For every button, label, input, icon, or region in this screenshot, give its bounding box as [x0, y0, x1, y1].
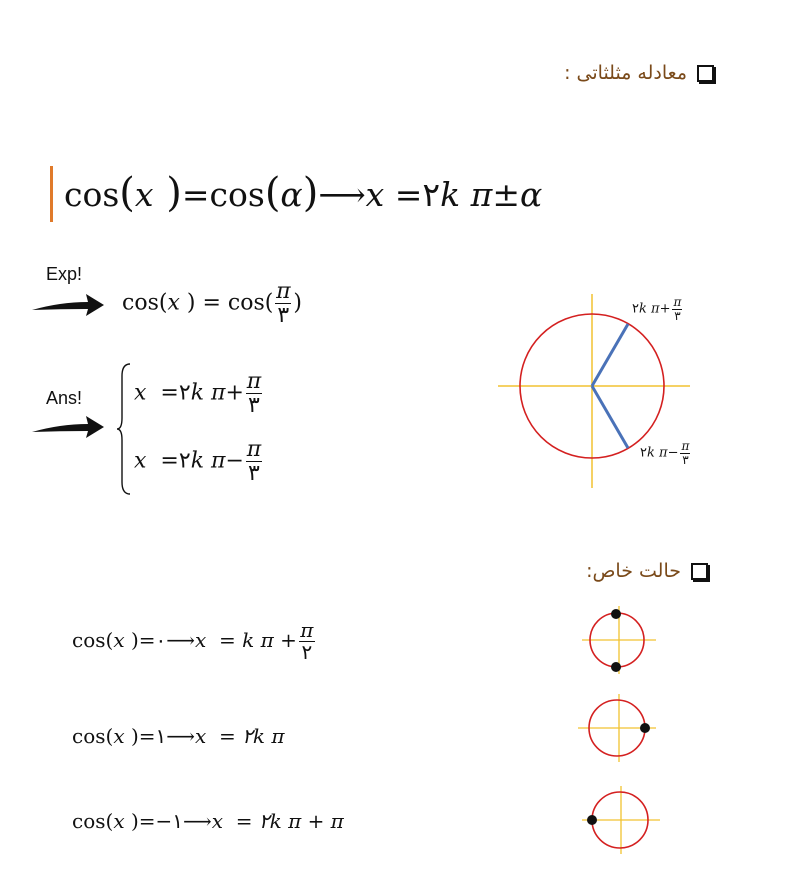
point-left: [587, 815, 597, 825]
main-equation: cos(x )=cos(α)⟶ x =۲k π±α: [64, 170, 543, 216]
fraction: $\frac{\pi}{۲}$: [300, 618, 314, 664]
answer-line-1: x =۲k π+ $\frac{\pi}{۳}$: [134, 369, 262, 419]
point-top: [611, 609, 621, 619]
ray-upper: [592, 324, 628, 386]
plus-minus: ±: [492, 175, 521, 214]
point-right: [640, 723, 650, 733]
circle-label-upper: ۲k π+ $\frac{\pi}{۳}$: [632, 295, 682, 323]
fraction: $\frac{\pi}{۳}$: [276, 279, 291, 329]
special-case-3: cos(x )=−۱⟶x = ۲k π + π: [72, 809, 344, 833]
cos-fn: cos: [64, 175, 120, 214]
equals: =: [394, 175, 423, 214]
curved-arrow-icon: [30, 414, 106, 440]
section-heading-trig-equation: [564, 62, 714, 84]
small-circle-cos-zero: [580, 604, 658, 676]
special-case-1: cos(x )=۰⟶x = k π + $\frac{\pi}{۲}$: [72, 618, 314, 664]
pi: π: [470, 175, 493, 214]
checkbox-icon: [691, 563, 708, 580]
var-x: x: [167, 290, 180, 316]
heading-text: حالت خاص:: [586, 560, 681, 582]
example-label: Exp!: [46, 264, 83, 284]
special-case-2: cos(x )=۱⟶x = ۲k π: [72, 724, 285, 748]
var-x: x: [365, 175, 385, 214]
small-circle-cos-minus-one: [580, 784, 662, 856]
checkbox-icon: [697, 65, 714, 82]
curved-arrow-icon: [30, 292, 106, 318]
cos-fn: cos: [122, 290, 159, 316]
alpha: α: [280, 175, 303, 214]
answer-label: Ans!: [46, 388, 83, 408]
answer-line-2: x =۲k π− $\frac{\pi}{۳}$: [134, 437, 262, 487]
long-arrow: ⟶: [166, 628, 195, 652]
equals: =: [202, 290, 221, 316]
digit-two: ۲: [422, 175, 441, 214]
section-heading-special-cases: [586, 560, 708, 582]
cos-fn: cos: [209, 175, 265, 214]
left-brace: [116, 362, 132, 496]
alpha: α: [520, 175, 543, 214]
equals: =: [181, 175, 210, 214]
small-circle-cos-one: [576, 692, 658, 764]
point-bottom: [611, 662, 621, 672]
fraction: $\frac{\pi}{۳}$: [246, 369, 262, 419]
var-x: x: [134, 175, 154, 214]
fraction: $\frac{\pi}{۳}$: [246, 437, 262, 487]
long-arrow: ⟶: [318, 175, 362, 214]
long-arrow: ⟶: [183, 809, 212, 833]
accent-bar: [50, 166, 53, 222]
heading-text: معادله مثلثاتی :: [564, 62, 687, 84]
cos-fn: cos: [227, 290, 265, 316]
circle-label-lower: ۲k π− $\frac{\pi}{۳}$: [640, 439, 690, 467]
long-arrow: ⟶: [166, 724, 195, 748]
ray-lower: [592, 386, 628, 448]
example-equation: cos(x ) = cos( $\frac{\pi}{۳}$ ): [122, 279, 302, 329]
var-k: k: [440, 175, 461, 214]
